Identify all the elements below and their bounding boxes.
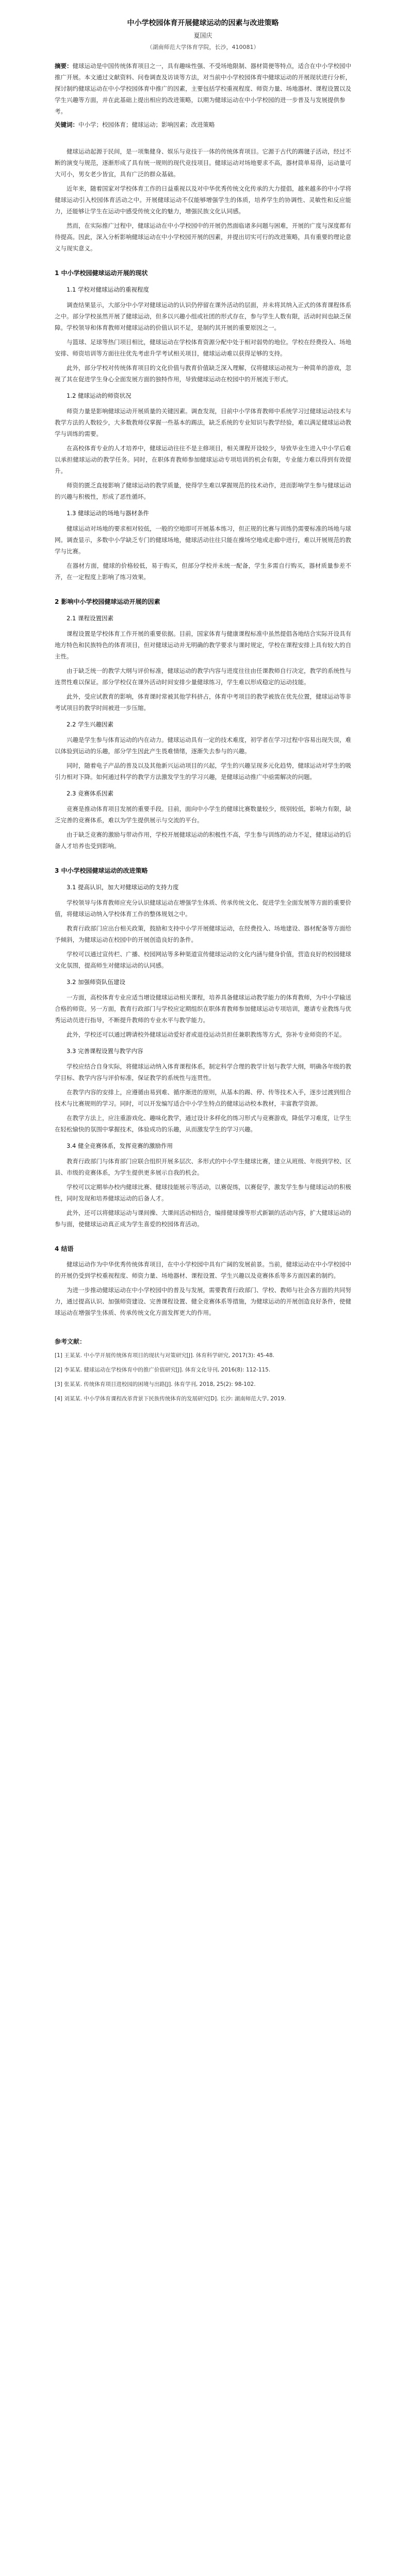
paragraph: 在高校体育专业的人才培养中，健球运动往往不是主修项目，相关课程开设较少，导致毕业生进入中小学后难以承担健球运动的教学任务。同时，在职体育教师参加健球运动专项培训的机会有限，专业能力难以得到有效提升。 (55, 445, 351, 474)
section-heading: 4 结语 (55, 1245, 74, 1252)
references-list (55, 1351, 351, 1403)
paragraph: 师资的匮乏直接影响了健球运动的教学质量，使得学生难以掌握规范的技术动作，进而影响学生参与健球运动的兴趣与积极性，形成了恶性循环。 (55, 482, 351, 500)
section-heading: 1 中小学校园健球运动开展的现状 (55, 269, 148, 277)
subsection-heading: 3.3 完善课程设置与教学内容 (67, 1047, 143, 1055)
paragraph: 学校可以定期举办校内健球比赛、健球技能展示等活动，以赛促练，以赛促学，激发学生参与健球运动的积极性，同时发现和培养健球运动的后备人才。 (55, 1183, 351, 1202)
abstract-text: 健球运动是中国传统体育项目之一，具有趣味性强、不受场地限制、器材简便等特点，适合在中小学校园中推广开展。本文通过文献资料、问卷调查及访谈等方法，对当前中小学校园体育中健球运动的开展现状进行分析，探讨制约健球运动在中小学校园体育中推广的因素，主要包括学校重视程度、师资力量、场地器材、课程设置以及学生兴趣等方面，并在此基础上提出相应的改进策略，以期为健球运动在中小学校园的进一步普及与发展提供参考。 (55, 62, 351, 115)
paragraph: 由于缺乏统一的教学大纲与评价标准，健球运动的教学内容与进度往往由任课教师自行决定，教学的系统性与连贯性难以保证。部分学校仅在课外活动时间安排少量健球练习，学生难以形成稳定的运动技能。 (55, 667, 351, 686)
paragraph: 竞赛是推动体育项目发展的重要手段。目前，面向中小学生的健球比赛数量较少，级别较低，影响力有限，缺乏完善的竞赛体系，难以为学生提供展示与交流的平台。 (55, 805, 351, 824)
reference-item: [1] 王某某. 中小学开展传统体育项目的现状与对策研究[J]. 体育科学研究, 2017(3): 45-48. (55, 1352, 274, 1359)
paragraph: 为进一步推动健球运动在中小学校园中的普及与发展，需要教育行政部门、学校、教师与社会各方面的共同努力，通过提高认识、加强师资建设、完善课程设置、健全竞赛体系等措施，为健球运动的开展创造良好条件，使健球运动在增强学生体质、传承传统文化方面发挥更大的作用。 (55, 1286, 351, 1316)
abstract (55, 60, 351, 117)
document-body (55, 146, 351, 1318)
paragraph: 健球运动对场地的要求相对较低，一般的空地即可开展基本练习，但正规的比赛与训练仍需要标准的场地与球网。调查显示，多数中小学缺乏专门的健球场地，健球活动往往只能在操场空地或走廊中进行，难以开展规范的教学与比赛。 (55, 525, 351, 555)
subsection-heading: 2.2 学生兴趣因素 (67, 721, 113, 728)
keywords (55, 119, 351, 130)
paragraph: 课程设置是学校体育工作开展的重要依据。目前，国家体育与健康课程标准中虽然提倡各地结合实际开设具有地方特色和民族特色的体育项目，但对健球运动并无明确的教学要求与课时规定，学校在课程安排上具有较大的自主性。 (55, 630, 351, 660)
paragraph: 近年来，随着国家对学校体育工作的日益重视以及对中华优秀传统文化传承的大力提倡，越来越多的中小学将健球运动引入校园体育活动之中。开展健球运动不仅能够增强学生的体质，培养学生的协调性、灵敏性和反应能力，还能够让学生在运动中感受传统文化的魅力，增强民族文化认同感。 (55, 185, 351, 215)
paragraph: 在教学内容的安排上，应遵循由易到难、循序渐进的原则，从基本的踢、停、传等技术入手，逐步过渡到组合技术与比赛规则的学习。同时，可以开发编写适合中小学生特点的健球运动校本教材，丰富教学资源。 (55, 1089, 351, 1107)
references-title: 参考文献： (55, 1338, 86, 1345)
paragraph: 由于缺乏竞赛的激励与带动作用，学校开展健球运动的积极性不高，学生参与训练的动力不足，健球运动的后备人才培养也受到影响。 (55, 831, 351, 850)
subsection-heading: 3.2 加强师资队伍建设 (67, 978, 125, 986)
paragraph: 然而，在实际推广过程中，健球运动在中小学校园中的开展仍然面临诸多问题与困难，开展的广度与深度都有待提高。因此，深入分析影响健球运动在中小学校园开展的因素，并提出切实可行的改进策略，具有重要的理论意义与现实意义。 (55, 222, 351, 252)
paragraph: 与篮球、足球等热门项目相比，健球运动在学校体育资源分配中处于相对弱势的地位。学校在经费投入、场地安排、师资培训等方面往往优先考虑升学考试相关项目，健球运动难以获得足够的支持。 (55, 338, 351, 357)
paragraph: 在器材方面，健球的价格较低，易于购买，但部分学校并未统一配备，学生多需自行购买，器材质量参差不齐，在一定程度上影响了练习效果。 (55, 562, 351, 581)
section-heading: 3 中小学校园健球运动的改进策略 (55, 867, 148, 874)
reference-item: [3] 张某某. 传统体育项目进校园的困境与出路[J]. 体育学刊, 2018, 25(2): 98-102. (55, 1381, 256, 1387)
paragraph: 健球运动作为中华优秀传统体育项目，在中小学校园中具有广阔的发展前景。当前，健球运动在中小学校园中的开展仍受到学校重视程度、师资力量、场地器材、课程设置、学生兴趣以及竞赛体系等多方面因素的制约。 (55, 1261, 351, 1279)
paragraph: 此外，部分学校对传统体育项目的文化价值与教育价值缺乏深入理解，仅将健球运动视为一种简单的游戏，忽视了其在促进学生身心全面发展方面的独特作用，导致健球运动在校园中的开展流于形式。 (55, 364, 351, 383)
paragraph: 学校应结合自身实际，将健球运动纳入体育课程体系，制定科学合理的教学计划与教学大纲，明确各年级的教学目标、教学内容与评价标准，保证教学的系统性与连贯性。 (55, 1063, 351, 1081)
paragraph: 教育行政部门与体育部门应联合组织开展多层次、多形式的中小学生健球比赛，建立从班级、年级到学校、区县、市级的竞赛体系，为学生提供更多展示自我的机会。 (55, 1158, 351, 1176)
author-name: 夏国庆 (193, 32, 212, 39)
subsection-heading: 1.1 学校对健球运动的重视程度 (67, 286, 149, 293)
subsection-heading: 2.3 竞赛体系因素 (67, 790, 113, 797)
paragraph: 此外，受应试教育的影响，体育课时常被其他学科挤占，体育中考项目的教学被放在优先位置，健球运动等非考试项目的教学时间被进一步压缩。 (55, 693, 351, 711)
subsection-heading: 3.4 健全竞赛体系，发挥竞赛的激励作用 (67, 1142, 173, 1149)
paragraph: 教育行政部门应出台相关政策，鼓励和支持中小学开展健球运动，在经费投入、场地建设、器材配备等方面给予倾斜，为健球运动在校园中的开展创造良好的条件。 (55, 925, 351, 943)
paragraph: 兴趣是学生参与体育运动的内在动力。健球运动具有一定的技术难度，初学者在学习过程中容易出现失误，难以体验到运动的乐趣，部分学生因此产生畏难情绪，逐渐失去参与的兴趣。 (55, 736, 351, 755)
author-affiliation: （湖南师范大学体育学院，长沙，410081） (146, 44, 259, 50)
paragraph: 师资力量是影响健球运动开展质量的关键因素。调查发现，目前中小学体育教师中系统学习过健球运动技术与教学方法的人数较少，大多数教师仅掌握一些基本的踢法，缺乏系统的专业知识与教学经验，难以满足健球运动教学与训练的需要。 (55, 408, 351, 437)
subsection-heading: 1.2 健球运动的师资状况 (67, 392, 132, 399)
paragraph: 在教学方法上，应注重游戏化、趣味化教学，通过设计多样化的练习形式与竞赛游戏，降低学习难度，让学生在轻松愉快的氛围中掌握技术，体验成功的乐趣，从而激发学生的学习兴趣。 (55, 1114, 351, 1133)
keywords-text: 中小学；校园体育；健球运动；影响因素；改进策略 (78, 121, 215, 128)
subsection-heading: 2.1 课程设置因素 (67, 615, 113, 622)
abstract-label: 摘要： (55, 62, 73, 70)
paragraph: 此外，学校还可以通过聘请校外健球运动爱好者或退役运动员担任兼职教练等方式，弥补专业师资的不足。 (67, 1031, 346, 1038)
paragraph: 健球运动起源于民间，是一项集健身、娱乐与竞技于一体的传统体育项目。它源于古代的踢毽子活动，经过不断的演变与规范，逐渐形成了具有统一规则的现代竞技项目。健球运动对场地要求不高，器材简单易得，运动量可大可小，男女老少皆宜，具有广泛的群众基础。 (55, 148, 351, 178)
paragraph: 调查结果显示，大部分中小学对健球运动的认识仍停留在课外活动的层面，并未将其纳入正式的体育课程体系之中。部分学校虽然开展了健球运动，但多以兴趣小组或社团的形式存在，参与学生人数有限，活动时间也缺乏保障。学校领导和体育教师对健球运动的价值认识不足，是制约其开展的重要原因之一。 (55, 301, 351, 331)
subsection-heading: 1.3 健球运动的场地与器材条件 (67, 510, 149, 517)
subsection-heading: 3.1 提高认识，加大对健球运动的支持力度 (67, 884, 179, 891)
reference-item: [2] 李某某. 健球运动在学校体育中的推广价值研究[J]. 体育文化导刊, 2016(8): 112-115. (55, 1367, 271, 1373)
document-title: 中小学校园体育开展健球运动的因素与改进策略 (127, 19, 279, 27)
paragraph: 学校可以通过宣传栏、广播、校园网站等多种渠道宣传健球运动的文化内涵与健身价值，营造良好的校园健球文化氛围，提高师生对健球运动的认同感。 (55, 951, 351, 969)
section-heading: 2 影响中小学校园健球运动开展的因素 (55, 598, 160, 605)
keywords-label: 关键词： (55, 121, 78, 128)
paragraph: 学校领导与体育教师应充分认识健球运动在增强学生体质、传承传统文化、促进学生全面发展等方面的重要价值，将健球运动纳入学校体育工作的整体规划之中。 (55, 899, 351, 918)
paragraph: 同时，随着电子产品的普及以及其他新兴运动项目的兴起，学生的兴趣呈现多元化趋势，健球运动对学生的吸引力相对下降。如何通过科学的教学方法激发学生的学习兴趣，是健球运动推广中亟需解决的问题。 (55, 762, 351, 781)
paragraph: 一方面，高校体育专业应适当增设健球运动相关课程，培养具备健球运动教学能力的体育教师，为中小学输送合格的师资。另一方面，教育行政部门与学校应定期组织在职体育教师参加健球运动专项培训，邀请专业教练与优秀运动员进行指导，不断提升教师的专业水平与教学能力。 (55, 994, 351, 1024)
paragraph: 此外，还可以将健球运动与课间操、大课间活动相结合，编排健球操等形式新颖的活动内容，扩大健球运动的参与面，使健球运动真正成为学生喜爱的校园体育活动。 (55, 1209, 351, 1228)
reference-item: [4] 刘某某. 中小学体育课程改革背景下民族传统体育的发展研究[D]. 长沙: 湖南师范大学, 2019. (55, 1396, 286, 1402)
